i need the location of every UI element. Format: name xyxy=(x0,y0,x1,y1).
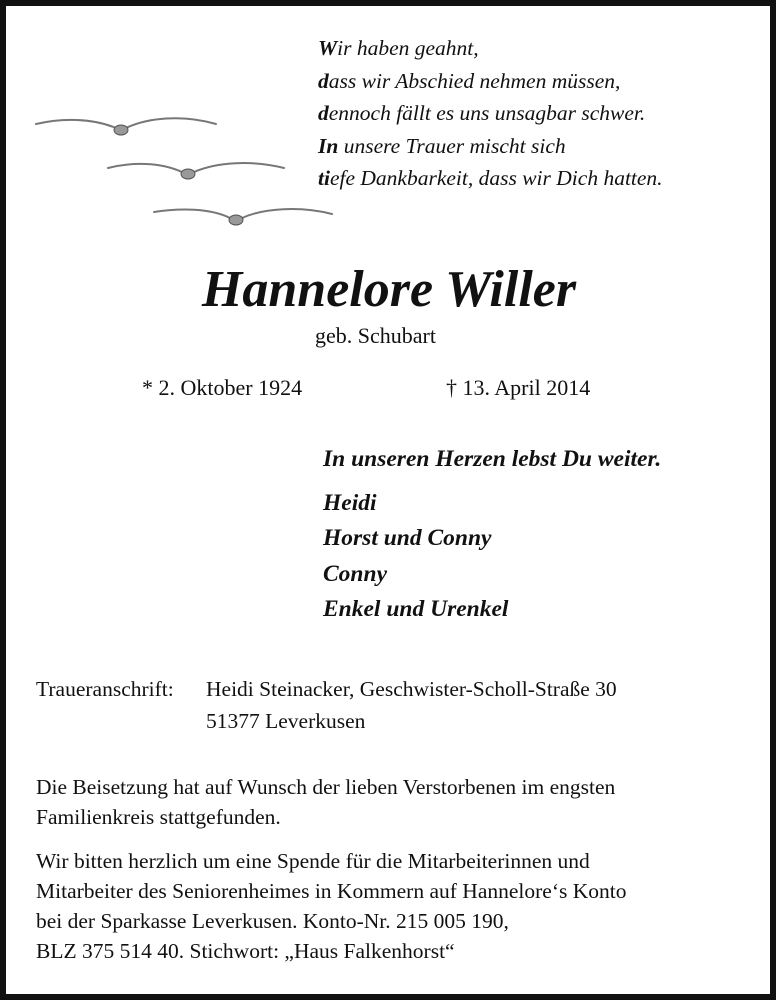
poem-line-initial: d xyxy=(318,68,329,93)
mourner-name: Horst und Conny xyxy=(323,525,492,552)
poem-line-text: unsere Trauer mischt sich xyxy=(338,133,566,158)
mourner-name: Conny xyxy=(323,560,387,587)
mourner-name: Heidi xyxy=(323,490,377,516)
address-street: Heidi Steinacker, Geschwister-Scholl-Straße 30 xyxy=(206,677,617,701)
poem-line-text: ass wir Abschied nehmen müssen, xyxy=(328,68,621,93)
poem xyxy=(318,32,663,195)
donation-notice-line: Mitarbeiter des Seniorenheimes in Kommern auf Hannelore‘s Konto xyxy=(36,879,627,903)
poem-line-initial: W xyxy=(318,36,338,60)
poem-line-text: ir haben geahnt, xyxy=(337,36,479,60)
deceased-name: Hannelore Willer xyxy=(201,261,577,318)
mourner-name: Enkel und Urenkel xyxy=(323,595,509,622)
flying-birds-icon xyxy=(32,106,342,234)
memorial-motto: In unseren Herzen lebst Du weiter. xyxy=(323,446,662,472)
burial-notice xyxy=(36,772,756,832)
maiden-name: geb. Schubart xyxy=(315,323,436,348)
poem-line-text: ennoch fällt es uns unsagbar schwer. xyxy=(328,101,646,125)
donation-notice-line: Wir bitten herzlich um eine Spende für die Mitarbeiterinnen und xyxy=(36,849,590,873)
address-label: Traueranschrift: xyxy=(36,677,174,701)
burial-notice-line: Familienkreis stattgefunden. xyxy=(36,805,281,829)
birth-date: * 2. Oktober 1924 xyxy=(142,375,303,400)
poem-line-text: efe Dankbarkeit, dass wir Dich hatten. xyxy=(329,166,663,190)
poem-line xyxy=(318,162,663,195)
poem-line-initial: ti xyxy=(318,166,330,190)
donation-notice-line: BLZ 375 514 40. Stichwort: „Haus Falkenhorst“ xyxy=(36,939,455,963)
donation-notice xyxy=(36,846,756,966)
death-date: † 13. April 2014 xyxy=(446,375,591,400)
poem-line xyxy=(318,130,663,163)
poem-line-initial: In xyxy=(318,133,339,158)
poem-line xyxy=(318,97,663,130)
burial-notice-line: Die Beisetzung hat auf Wunsch der lieben Verstorbenen im engsten xyxy=(36,775,616,799)
poem-line xyxy=(318,65,663,98)
donation-notice-line: bei der Sparkasse Leverkusen. Konto-Nr. 215 005 190, xyxy=(36,909,509,933)
poem-line xyxy=(318,32,663,65)
poem-line-initial: d xyxy=(318,101,329,125)
address-city: 51377 Leverkusen xyxy=(206,709,366,733)
mourners-list xyxy=(323,486,508,627)
